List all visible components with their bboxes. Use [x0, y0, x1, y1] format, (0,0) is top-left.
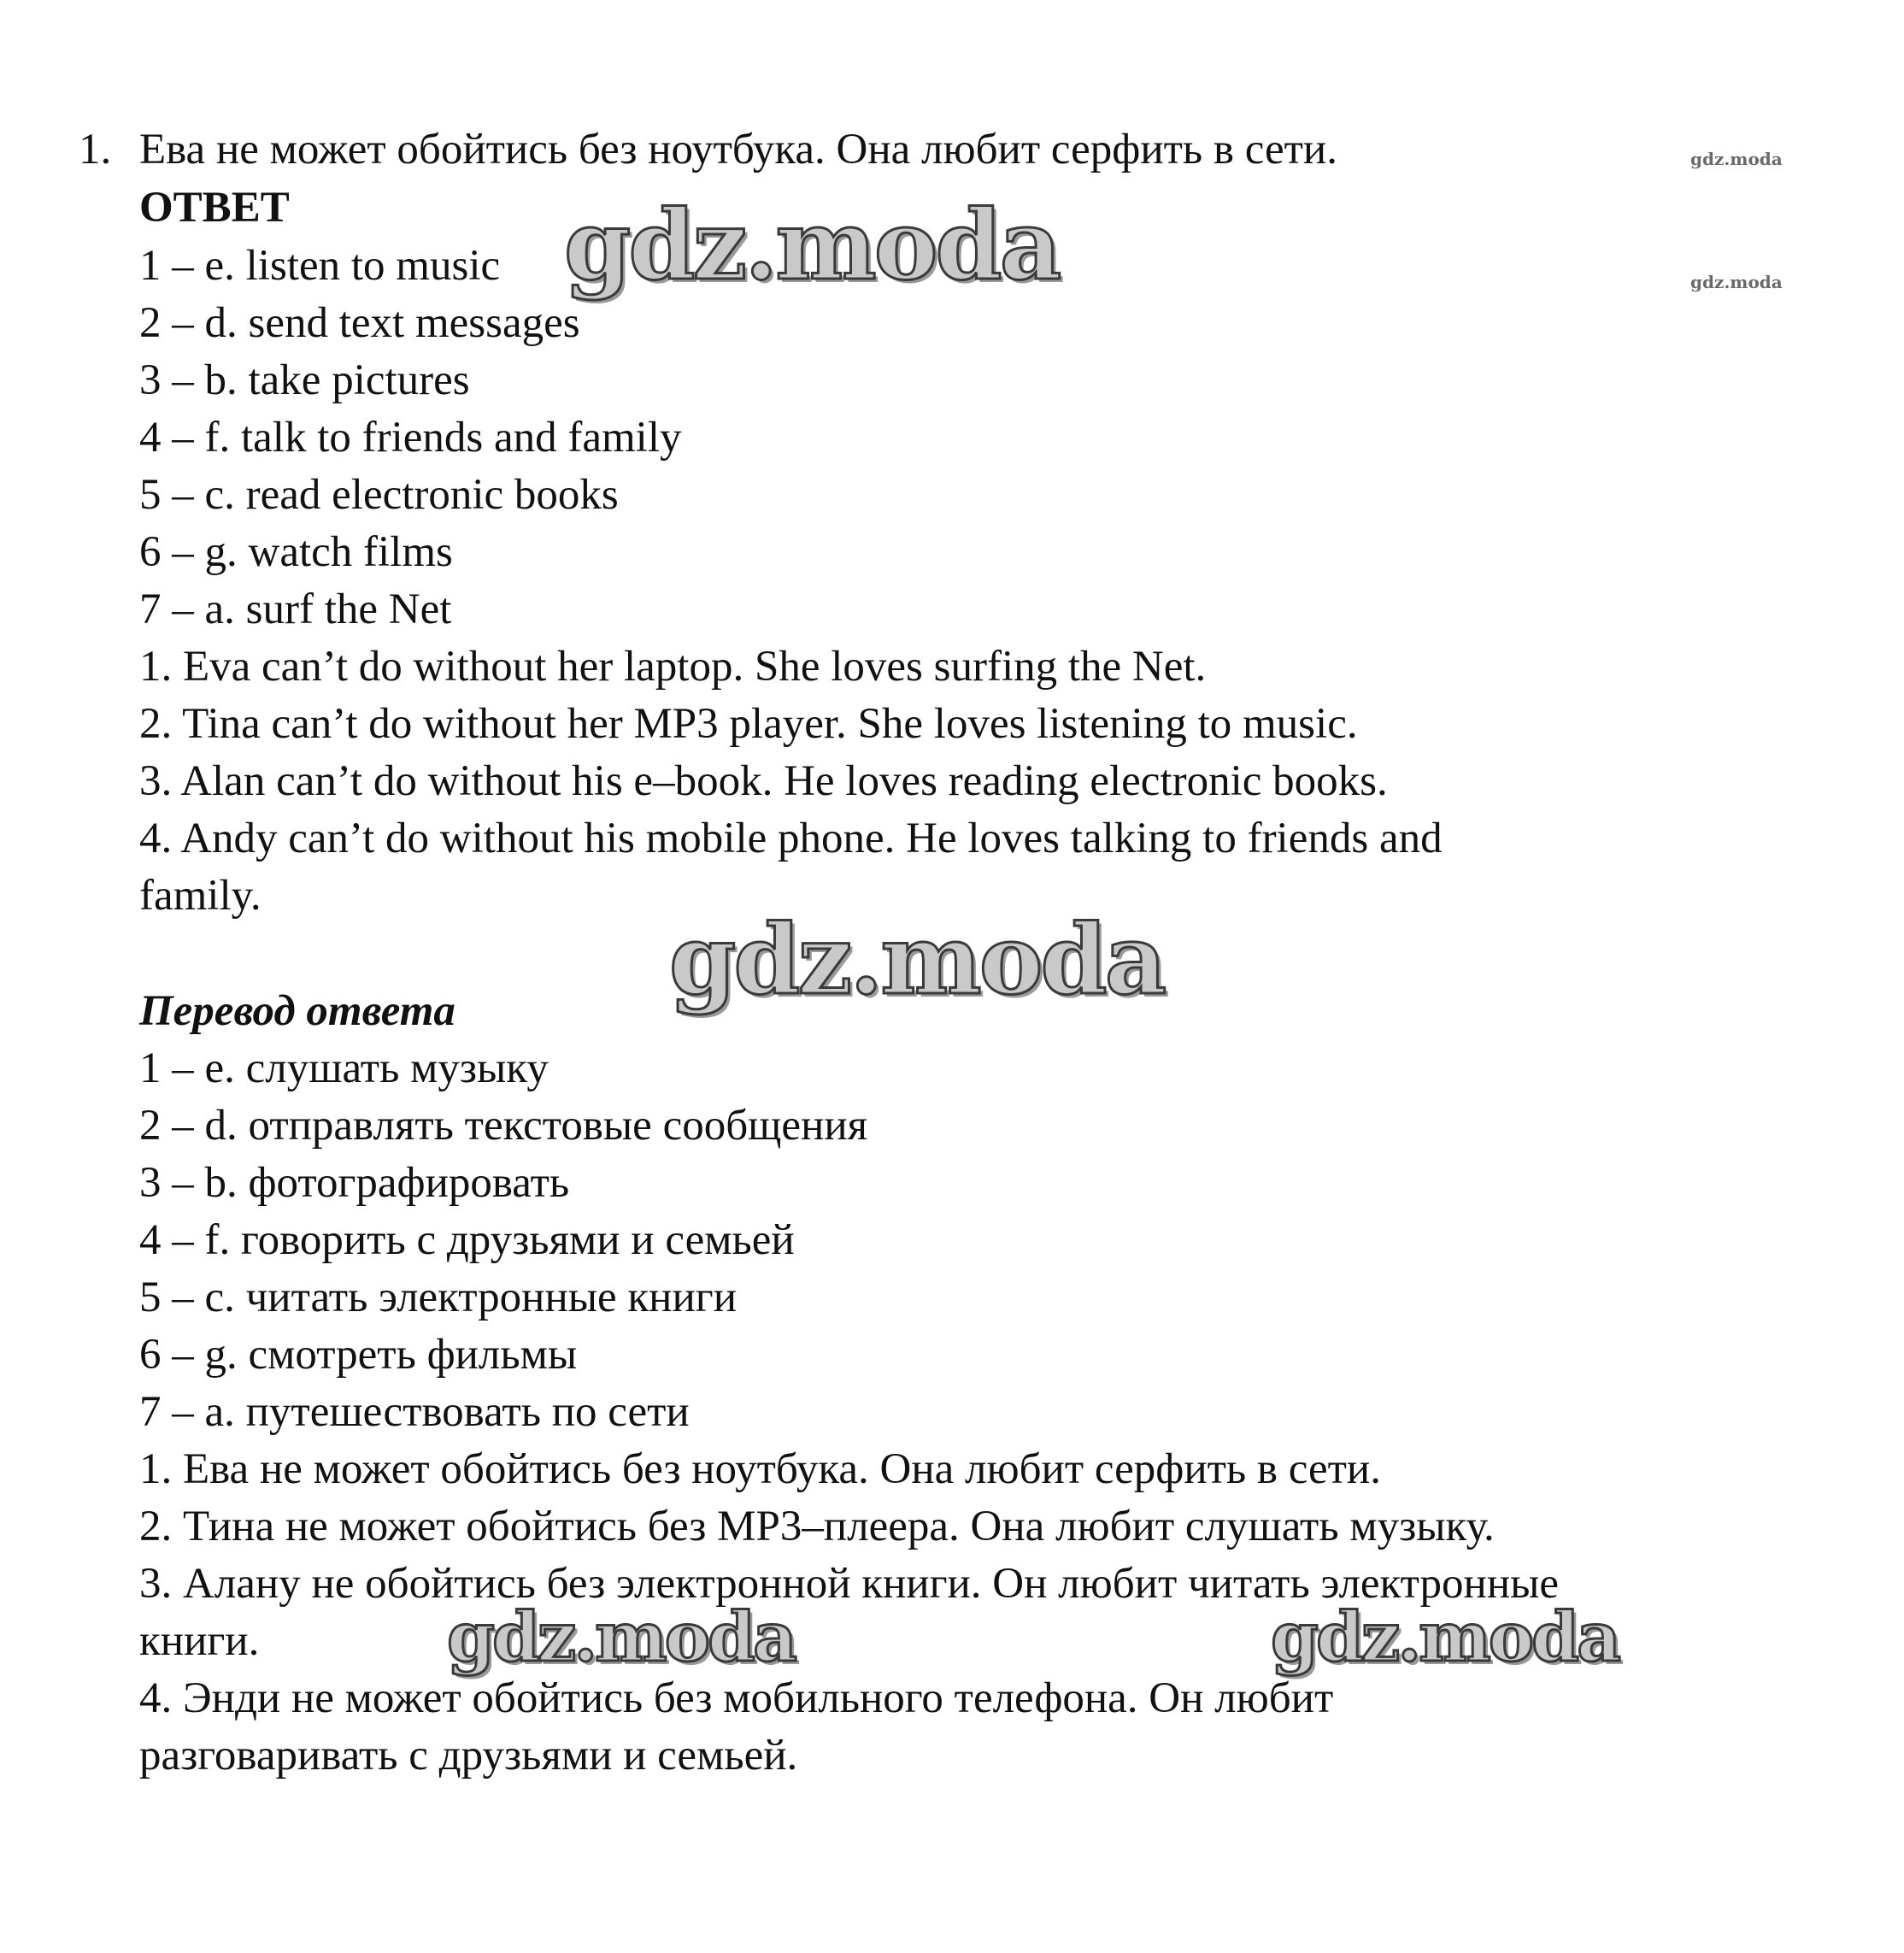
watermark-logo: gdz.moda [1271, 1597, 1619, 1677]
translation-sentence-1: 1. Ева не может обойтись без ноутбука. Она любит серфить в сети. [139, 1445, 1381, 1493]
translation-sentence-3: 3. Алану не обойтись без электронной книги. Он любит читать электронные [139, 1560, 1560, 1608]
task-sentence: Ева не может обойтись без ноутбука. Она любит серфить в сети. [139, 126, 1337, 174]
translation-sentence-4: 4. Энди не может обойтись без мобильного телефона. Он любит [139, 1674, 1334, 1722]
watermark-logo: gdz.moda [669, 904, 1165, 1016]
answer-sentence-3: 3. Alan can’t do without his e–book. He loves reading electronic books. [139, 757, 1388, 805]
task-number: 1. [79, 126, 112, 174]
watermark-logo: gdz.moda [447, 1597, 795, 1677]
answer-match-4: 4 – f. talk to friends and family [139, 414, 682, 462]
answer-match-5: 5 – c. read electronic books [139, 471, 619, 519]
translation-match-4: 4 – f. говорить с друзьями и семьей [139, 1216, 795, 1264]
watermark-logo: gdz.moda [564, 190, 1060, 302]
translation-heading: Перевод ответа [139, 987, 455, 1035]
answer-sentence-2: 2. Tina can’t do without her MP3 player. She loves listening to music. [139, 700, 1358, 748]
watermark-small: gdz.moda [1690, 272, 1783, 292]
answer-match-2: 2 – d. send text messages [139, 299, 580, 347]
translation-match-7: 7 – a. путешествовать по сети [139, 1388, 690, 1436]
translation-match-2: 2 – d. отправлять текстовые сообщения [139, 1102, 868, 1150]
translation-sentence-4-cont: разговаривать с друзьями и семьей. [139, 1732, 798, 1779]
translation-match-1: 1 – e. слушать музыку [139, 1044, 549, 1092]
translation-match-5: 5 – c. читать электронные книги [139, 1274, 737, 1321]
answer-heading: ОТВЕТ [139, 184, 290, 232]
watermark-small: gdz.moda [1690, 149, 1783, 169]
answer-match-6: 6 – g. watch films [139, 528, 453, 576]
answer-sentence-4: 4. Andy can’t do without his mobile phone. He loves talking to friends and [139, 815, 1443, 862]
answer-sentence-1: 1. Eva can’t do without her laptop. She loves surfing the Net. [139, 643, 1207, 691]
answer-match-3: 3 – b. take pictures [139, 356, 470, 404]
translation-sentence-3-cont: книги. [139, 1617, 260, 1665]
answer-match-7: 7 – a. surf the Net [139, 585, 452, 633]
answer-sentence-4-cont: family. [139, 872, 262, 920]
answer-match-1: 1 – e. listen to music [139, 242, 501, 290]
translation-match-6: 6 – g. смотреть фильмы [139, 1331, 578, 1379]
translation-sentence-2: 2. Тина не может обойтись без MP3–плеера. Она любит слушать музыку. [139, 1503, 1495, 1550]
translation-match-3: 3 – b. фотографировать [139, 1159, 570, 1207]
